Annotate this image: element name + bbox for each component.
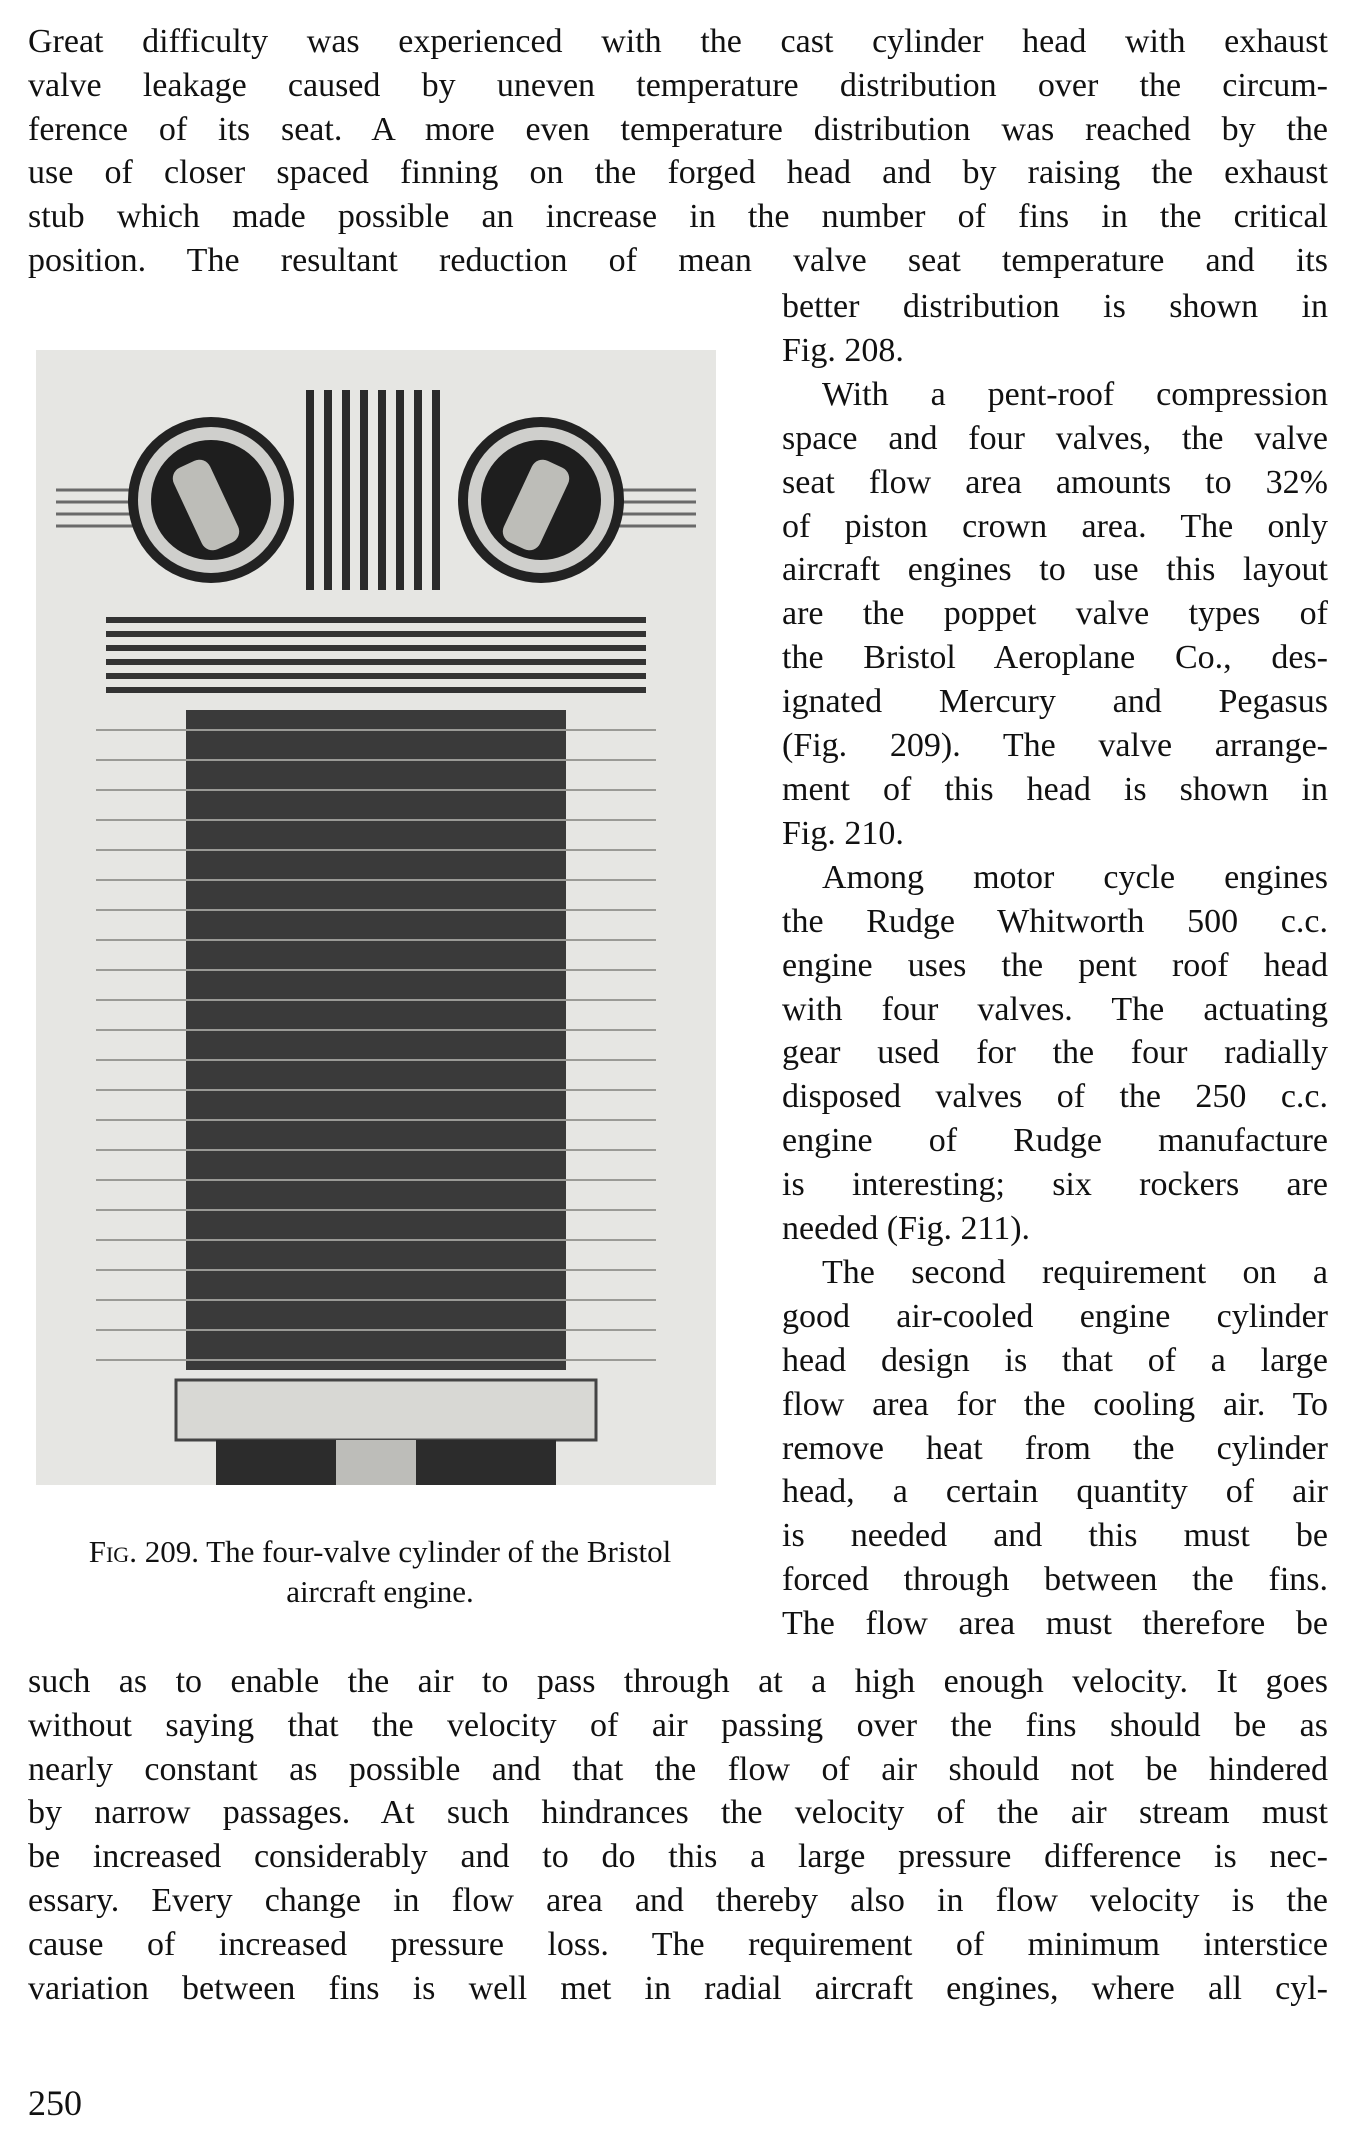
right-column-line: ignated Mercury and Pegasus <box>782 683 1328 721</box>
bottom-paragraph-line: without saying that the velocity of air passing over the fins should be as <box>28 1706 1328 1744</box>
right-column-line: Fig. 210. <box>782 814 904 852</box>
cylinder-illustration <box>36 350 716 1485</box>
right-column-line: remove heat from the cylinder <box>782 1429 1328 1467</box>
right-column-line: space and four valves, the valve <box>782 419 1328 457</box>
right-column-line: seat flow area amounts to 32% <box>782 463 1328 501</box>
right-column-line: the Bristol Aeroplane Co., des- <box>782 639 1328 677</box>
top-paragraph-line: ference of its seat. A more even temperature distribution was reached by the <box>28 110 1328 148</box>
right-column-line: Fig. 208. <box>782 331 904 369</box>
right-column-line: gear used for the four radially <box>782 1034 1328 1072</box>
right-column-line: The second requirement on a <box>822 1253 1328 1291</box>
caption-label: Fig. 209. <box>88 1534 199 1569</box>
right-column-line: with four valves. The actuating <box>782 990 1328 1028</box>
top-paragraph-line: use of closer spaced finning on the forged head and by raising the exhaust <box>28 154 1328 192</box>
bottom-paragraph-line: variation between fins is well met in radial aircraft engines, where all cyl- <box>28 1969 1328 2007</box>
right-column-line: is interesting; six rockers are <box>782 1166 1328 1204</box>
right-column-line: of piston crown area. The only <box>782 507 1328 545</box>
top-paragraph <box>28 20 1328 283</box>
right-column-text <box>782 285 1328 1646</box>
right-column-line: engine of Rudge manufacture <box>782 1122 1328 1160</box>
caption-text: The four-valve cylinder of the Bristol <box>206 1534 672 1569</box>
right-column-line: head, a certain quantity of air <box>782 1473 1328 1511</box>
right-column-line: With a pent-roof compression <box>822 375 1328 413</box>
top-paragraph-line: valve leakage caused by uneven temperature distribution over the circum- <box>28 66 1328 104</box>
bottom-paragraph-line: be increased considerably and to do this a large pressure difference is nec- <box>28 1838 1328 1876</box>
right-column-line: aircraft engines to use this layout <box>782 551 1328 589</box>
right-column-line: engine uses the pent roof head <box>782 946 1328 984</box>
bottom-paragraph-line: cause of increased pressure loss. The requirement of minimum interstice <box>28 1925 1328 1963</box>
top-paragraph-line: Great difficulty was experienced with the cast cylinder head with exhaust <box>28 23 1328 60</box>
bottom-paragraph-line: essary. Every change in flow area and thereby also in flow velocity is the <box>28 1881 1328 1919</box>
right-column-line: flow area for the cooling air. To <box>782 1385 1328 1423</box>
caption-text-line-2: aircraft engine. <box>286 1574 474 1609</box>
top-paragraph-line: stub which made possible an increase in the number of fins in the critical <box>28 198 1328 236</box>
right-column-line: are the poppet valve types of <box>782 595 1328 633</box>
right-column-line: The flow area must therefore be <box>782 1605 1328 1643</box>
right-column-line: is needed and this must be <box>782 1517 1328 1555</box>
bottom-paragraph-line: nearly constant as possible and that the flow of air should not be hindered <box>28 1750 1328 1788</box>
right-column-line: Among motor cycle engines <box>822 858 1328 896</box>
bottom-paragraph <box>28 1660 1328 2010</box>
right-column-line: better distribution is shown in <box>782 288 1328 325</box>
right-column-line: ment of this head is shown in <box>782 770 1328 808</box>
right-column-line: head design is that of a large <box>782 1341 1328 1379</box>
right-column-line: (Fig. 209). The valve arrange- <box>782 727 1328 765</box>
bottom-paragraph-line: by narrow passages. At such hindrances the velocity of the air stream must <box>28 1794 1328 1832</box>
right-column-line: forced through between the fins. <box>782 1561 1328 1599</box>
figure-caption <box>20 1532 740 1612</box>
top-paragraph-line: position. The resultant reduction of mean valve seat temperature and its <box>28 241 1328 279</box>
right-column-line: needed (Fig. 211). <box>782 1210 1031 1248</box>
right-column-line: disposed valves of the 250 c.c. <box>782 1078 1328 1116</box>
figure-209-photo <box>36 350 716 1485</box>
right-column-line: good air-cooled engine cylinder <box>782 1297 1328 1335</box>
bottom-paragraph-line: such as to enable the air to pass through at a high enough velocity. It goes <box>28 1663 1328 1700</box>
page-number: 250 <box>28 2083 82 2123</box>
right-column-line: the Rudge Whitworth 500 c.c. <box>782 902 1328 940</box>
